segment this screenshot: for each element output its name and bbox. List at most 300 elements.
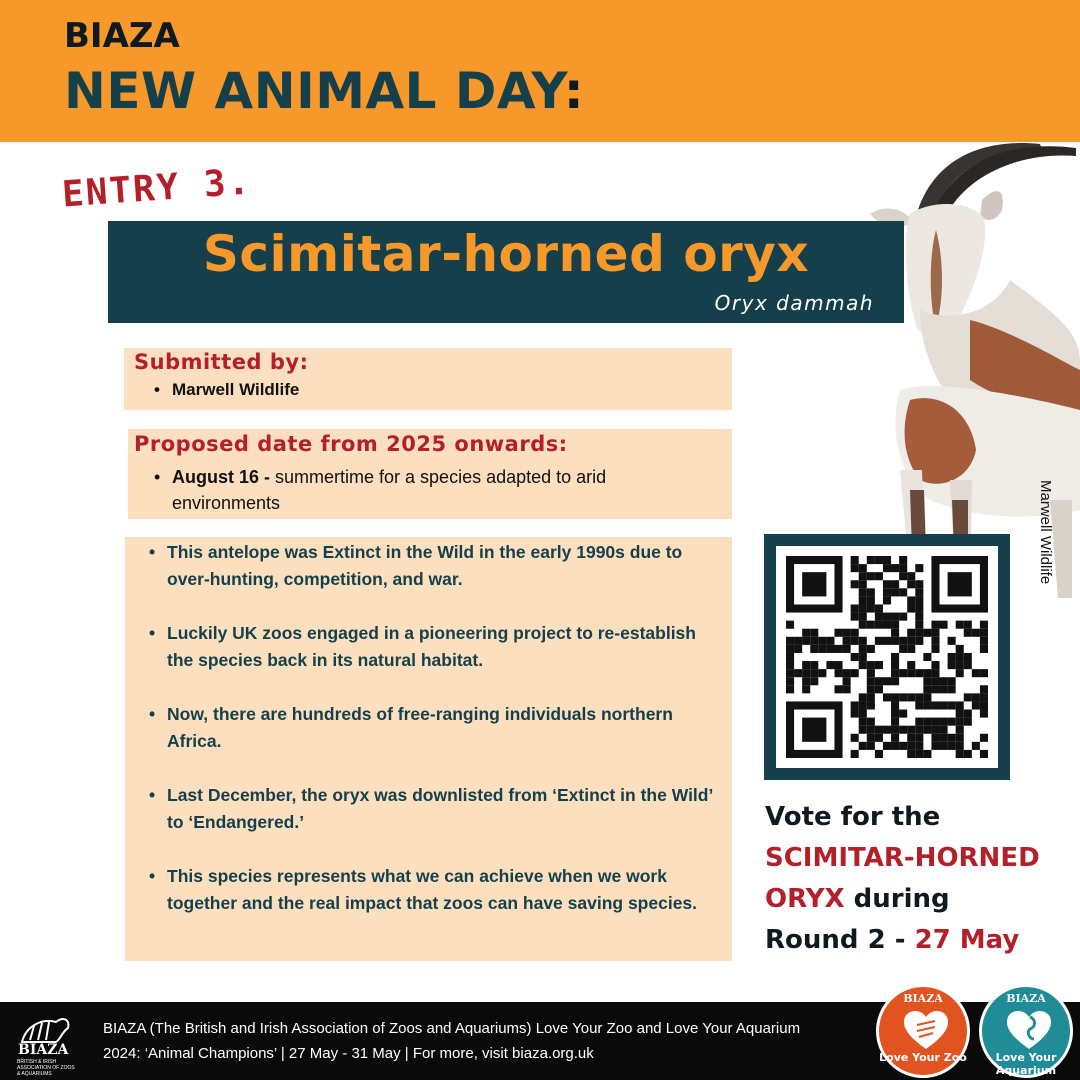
qr-module [915, 726, 923, 734]
qr-module [891, 701, 899, 709]
qr-module [859, 596, 867, 604]
qr-module [859, 580, 867, 588]
qr-module [980, 701, 988, 709]
qr-module [931, 718, 939, 726]
qr-module [883, 693, 891, 701]
qr-module [956, 669, 964, 677]
qr-module [899, 572, 907, 580]
qr-module [891, 629, 899, 637]
badge-aquarium-title: BIAZA [1006, 992, 1046, 1005]
qr-module [859, 653, 867, 661]
qr-module [810, 629, 818, 637]
qr-module [980, 685, 988, 693]
qr-module [867, 669, 875, 677]
qr-module [867, 661, 875, 669]
qr-module [980, 734, 988, 742]
qr-module [948, 572, 972, 596]
qr-module [964, 693, 972, 701]
qr-module [875, 621, 883, 629]
qr-module [883, 742, 891, 750]
qr-module [891, 621, 899, 629]
qr-module [891, 734, 899, 742]
qr-module [851, 564, 859, 572]
qr-module [851, 637, 859, 645]
qr-module [923, 693, 931, 701]
qr-module [834, 669, 842, 677]
qr-module [867, 685, 875, 693]
badge-aquarium-label: Love Your Aquarium [995, 1051, 1057, 1077]
qr-module [851, 734, 859, 742]
qr-module [931, 677, 939, 685]
qr-module [851, 613, 859, 621]
fact-item: • Last December, the oryx was downlisted from ‘Extinct in the Wild’ to ‘Endangered.’ [147, 782, 725, 836]
qr-module [786, 661, 794, 669]
qr-module [940, 742, 948, 750]
qr-module [980, 669, 988, 677]
qr-module [980, 645, 988, 653]
qr-module [818, 645, 826, 653]
qr-module [883, 580, 891, 588]
qr-module [802, 685, 810, 693]
qr-module [802, 629, 810, 637]
qr-module [964, 750, 972, 758]
qr-module [826, 637, 834, 645]
fact-item: • This antelope was Extinct in the Wild in the early 1990s due to over-hunting, competition, and war. [147, 539, 725, 593]
qr-module [931, 637, 939, 645]
qr-module [802, 637, 810, 645]
qr-module [940, 621, 948, 629]
qr-module [859, 637, 867, 645]
qr-module [899, 645, 907, 653]
qr-module [883, 596, 891, 604]
qr-module [875, 750, 883, 758]
qr-module [964, 653, 972, 661]
qr-module [867, 645, 875, 653]
qr-module [883, 621, 891, 629]
qr-module [948, 701, 956, 709]
qr-module [907, 596, 915, 604]
qr-module [834, 629, 842, 637]
qr-module [851, 580, 859, 588]
qr-module [859, 693, 867, 701]
header-title [64, 62, 584, 120]
qr-module [931, 742, 939, 750]
qr-module [899, 669, 907, 677]
oryx-ear-right [980, 191, 1003, 220]
header-org: BIAZA [64, 16, 180, 56]
qr-module [980, 637, 988, 645]
submitted-heading: Submitted by: [134, 350, 309, 374]
heart-seahorse-icon [1004, 1007, 1054, 1051]
qr-module [859, 742, 867, 750]
qr-module [883, 637, 891, 645]
qr-module [948, 742, 956, 750]
qr-module [843, 677, 851, 685]
qr-module [931, 645, 939, 653]
qr-module [843, 669, 851, 677]
fact-item: • Luckily UK zoos engaged in a pioneering project to re-establish the species back in its natural habitat. [147, 620, 725, 674]
vote-species-line-2: ORYX [765, 884, 845, 914]
qr-module [980, 629, 988, 637]
qr-module [940, 718, 948, 726]
qr-module [891, 742, 899, 750]
qr-module [875, 661, 883, 669]
qr-module [923, 718, 931, 726]
qr-module [851, 604, 859, 612]
qr-module [891, 710, 899, 718]
qr-module [915, 701, 923, 709]
qr-module [859, 726, 867, 734]
qr-module [875, 604, 883, 612]
qr-module [931, 629, 939, 637]
qr-module [907, 669, 915, 677]
qr-module [867, 588, 875, 596]
footer-logo-text: BIAZA [18, 1042, 69, 1058]
qr-module [891, 726, 899, 734]
qr-module [883, 556, 891, 564]
qr-module [907, 580, 915, 588]
qr-module [875, 613, 883, 621]
entry-number: ENTRY 3. [60, 161, 253, 216]
qr-module [907, 637, 915, 645]
qr-module [794, 669, 802, 677]
qr-module [859, 718, 867, 726]
qr-module [980, 693, 988, 701]
qr-module [826, 661, 834, 669]
qr-module [794, 645, 802, 653]
qr-module [899, 710, 907, 718]
qr-module [843, 685, 851, 693]
qr-module [956, 661, 964, 669]
heart-zebra-icon [901, 1007, 951, 1051]
vote-line-3 [765, 879, 1040, 920]
qr-module [907, 629, 915, 637]
vote-qr-code[interactable] [764, 534, 1010, 780]
qr-module [875, 734, 883, 742]
species-common-name: Scimitar-horned oryx [202, 225, 810, 283]
proposed-date-item [152, 464, 712, 516]
qr-module [915, 718, 923, 726]
qr-module [891, 653, 899, 661]
qr-module [867, 621, 875, 629]
qr-module [899, 742, 907, 750]
vote-line-4 [765, 920, 1040, 961]
qr-module [810, 645, 818, 653]
qr-module [956, 750, 964, 758]
qr-module [915, 564, 923, 572]
qr-module [786, 653, 794, 661]
qr-module [956, 742, 964, 750]
qr-module [907, 734, 915, 742]
qr-module [931, 726, 939, 734]
vote-round: Round 2 - [765, 925, 915, 955]
qr-module [907, 693, 915, 701]
qr-module [883, 564, 891, 572]
qr-module [818, 637, 826, 645]
qr-module [891, 677, 899, 685]
qr-module [940, 701, 948, 709]
qr-module [899, 613, 907, 621]
qr-module [915, 621, 923, 629]
qr-module [843, 629, 851, 637]
qr-module [859, 588, 867, 596]
vote-line-1: Vote for the [765, 802, 941, 832]
qr-module [956, 653, 964, 661]
qr-module [972, 669, 980, 677]
qr-module [923, 653, 931, 661]
qr-module [956, 621, 964, 629]
qr-module [923, 750, 931, 758]
qr-module [883, 613, 891, 621]
qr-module [883, 677, 891, 685]
qr-module [940, 677, 948, 685]
qr-module [786, 637, 794, 645]
qr-module [940, 685, 948, 693]
qr-module [859, 645, 867, 653]
qr-module [859, 604, 867, 612]
qr-module [923, 701, 931, 709]
qr-module [786, 677, 794, 685]
qr-module [859, 613, 867, 621]
qr-module [948, 661, 956, 669]
qr-module [867, 693, 875, 701]
vote-date: 27 May [914, 925, 1020, 955]
qr-module [956, 734, 964, 742]
qr-module [875, 677, 883, 685]
proposed-date-value: August 16 - [172, 467, 271, 487]
qr-module [802, 669, 810, 677]
qr-module [980, 710, 988, 718]
qr-module [948, 734, 956, 742]
qr-module [956, 718, 964, 726]
qr-code-inner [776, 546, 998, 768]
vote-species-line-1: SCIMITAR-HORNED [765, 843, 1040, 873]
qr-module [891, 564, 899, 572]
qr-module [867, 726, 875, 734]
qr-module [915, 750, 923, 758]
qr-module [786, 645, 794, 653]
qr-module [818, 669, 826, 677]
qr-module [802, 718, 826, 742]
qr-module [883, 726, 891, 734]
qr-module [915, 637, 923, 645]
qr-module [802, 661, 810, 669]
love-your-aquarium-badge [979, 984, 1073, 1078]
qr-module [931, 621, 939, 629]
qr-module [915, 588, 923, 596]
qr-module [867, 734, 875, 742]
qr-module [859, 710, 867, 718]
species-title-box [108, 221, 904, 323]
qr-module [899, 693, 907, 701]
qr-module [891, 718, 899, 726]
qr-module [923, 629, 931, 637]
qr-module [786, 621, 794, 629]
qr-module [956, 726, 964, 734]
qr-module [867, 556, 875, 564]
qr-module [859, 701, 867, 709]
badge-zoo-title: BIAZA [903, 992, 943, 1005]
qr-module [923, 685, 931, 693]
qr-module [867, 677, 875, 685]
qr-module [867, 701, 875, 709]
facts-panel [125, 537, 732, 961]
qr-module [867, 604, 875, 612]
fact-item: • This species represents what we can achieve when we work together and the real impact that zoos can have saving species. [147, 863, 725, 917]
qr-module [972, 629, 980, 637]
qr-module [915, 693, 923, 701]
qr-module [915, 629, 923, 637]
qr-module [891, 661, 899, 669]
qr-module [972, 693, 980, 701]
qr-module [915, 596, 923, 604]
qr-module [964, 629, 972, 637]
qr-module [948, 677, 956, 685]
qr-module [834, 685, 842, 693]
qr-module [794, 637, 802, 645]
qr-module [948, 637, 956, 645]
qr-module [851, 556, 859, 564]
proposed-date-list [152, 464, 712, 516]
qr-module [907, 742, 915, 750]
qr-module [834, 645, 842, 653]
qr-module [891, 693, 899, 701]
qr-module [907, 572, 915, 580]
qr-module [948, 653, 956, 661]
qr-module [931, 701, 939, 709]
qr-module [956, 645, 964, 653]
qr-module [851, 701, 859, 709]
qr-module [899, 637, 907, 645]
qr-module [964, 661, 972, 669]
footer-text: BIAZA (The British and Irish Association of Zoos and Aquariums) Love Your Zoo and Love Your Aquarium 2024: ‘Animal Champions’ | 27 May - 31 May | For more, visit biaza.org.uk [103, 1020, 801, 1062]
oryx-horn-right [936, 146, 1076, 212]
qr-module [859, 564, 867, 572]
qr-module [891, 613, 899, 621]
qr-module [851, 653, 859, 661]
qr-module [875, 685, 883, 693]
proposed-date-panel [128, 429, 732, 519]
qr-module [964, 718, 972, 726]
qr-module [980, 621, 988, 629]
qr-module [826, 645, 834, 653]
header-title-colon: : [563, 62, 585, 120]
qr-module [915, 742, 923, 750]
qr-module [915, 604, 923, 612]
qr-module [956, 701, 964, 709]
facts-list [147, 539, 725, 944]
qr-module [810, 637, 818, 645]
qr-code-icon [786, 556, 988, 758]
qr-module [923, 669, 931, 677]
qr-module [923, 677, 931, 685]
submitted-panel [124, 348, 732, 410]
qr-module [802, 572, 826, 596]
qr-module [940, 734, 948, 742]
species-scientific-name: Oryx dammah [714, 291, 874, 315]
vote-during: during [844, 884, 950, 914]
footer-logo-subtitle: BRITISH & IRISH ASSOCIATION OF ZOOS & AQUARIUMS [17, 1059, 75, 1077]
fact-item: • Now, there are hundreds of free-ranging individuals northern Africa. [147, 701, 725, 755]
qr-module [843, 637, 851, 645]
badge-zoo-label: Love Your Zoo [879, 1051, 967, 1064]
qr-module [891, 637, 899, 645]
qr-module [915, 669, 923, 677]
qr-module [875, 556, 883, 564]
qr-module [851, 629, 859, 637]
qr-module [810, 677, 818, 685]
qr-module [851, 669, 859, 677]
qr-module [810, 661, 818, 669]
qr-module [899, 726, 907, 734]
submitted-list [152, 380, 299, 400]
qr-module [907, 726, 915, 734]
qr-module [851, 710, 859, 718]
qr-module [915, 734, 923, 742]
qr-module [859, 572, 867, 580]
proposed-date-reason: summertime for a species adapted to arid environments [172, 467, 607, 513]
qr-module [899, 588, 907, 596]
qr-module [891, 580, 899, 588]
qr-module [907, 604, 915, 612]
qr-module [875, 572, 883, 580]
header-title-text: NEW ANIMAL DAY [64, 62, 564, 120]
qr-module [907, 645, 915, 653]
qr-module [859, 661, 867, 669]
photo-credit: Marwell Wildlife [1037, 480, 1054, 585]
qr-module [802, 677, 810, 685]
qr-module [859, 621, 867, 629]
qr-module [867, 718, 875, 726]
qr-module [843, 645, 851, 653]
qr-module [956, 710, 964, 718]
qr-module [875, 637, 883, 645]
qr-module [915, 613, 923, 621]
qr-module [972, 701, 980, 709]
qr-module [931, 685, 939, 693]
qr-module [948, 718, 956, 726]
qr-module [972, 742, 980, 750]
qr-module [931, 669, 939, 677]
qr-module [899, 556, 907, 564]
qr-module [923, 726, 931, 734]
qr-module [915, 580, 923, 588]
qr-module [810, 669, 818, 677]
qr-module [851, 750, 859, 758]
qr-module [948, 685, 956, 693]
qr-module [931, 734, 939, 742]
qr-module [883, 588, 891, 596]
qr-module [907, 661, 915, 669]
qr-module [867, 596, 875, 604]
proposed-date-heading: Proposed date from 2025 onwards: [134, 432, 568, 456]
qr-module [964, 710, 972, 718]
qr-module [907, 750, 915, 758]
qr-module [891, 588, 899, 596]
qr-module [891, 669, 899, 677]
love-your-zoo-badge [876, 984, 970, 1078]
qr-module [980, 750, 988, 758]
qr-module [867, 742, 875, 750]
qr-module [875, 726, 883, 734]
qr-module [786, 669, 794, 677]
qr-module [964, 621, 972, 629]
qr-module [899, 564, 907, 572]
qr-module [867, 572, 875, 580]
qr-module [931, 661, 939, 669]
header-banner [0, 0, 1080, 142]
vote-callout [765, 797, 1040, 961]
